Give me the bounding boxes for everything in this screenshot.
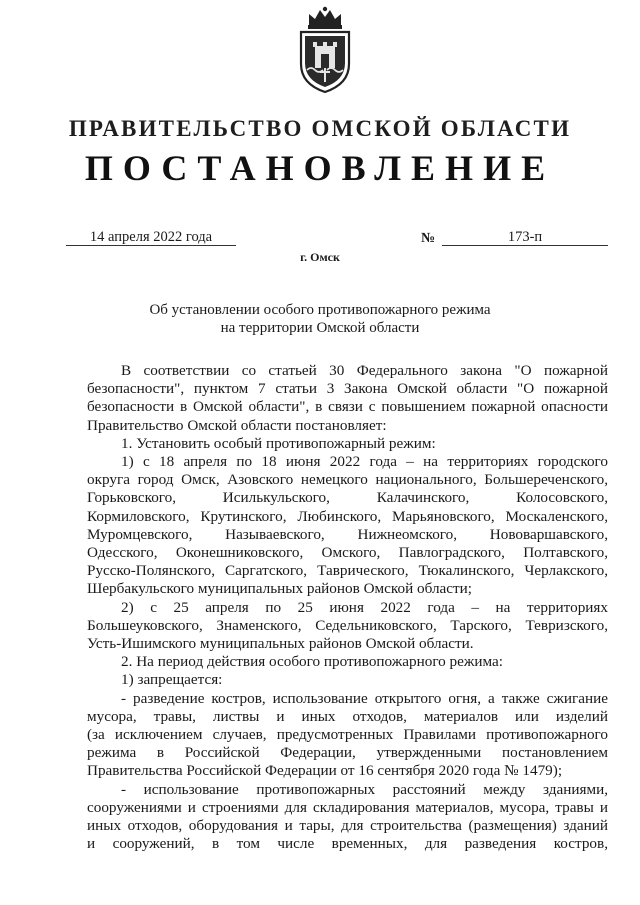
subject-line: Об установлении особого противопожарного режима — [149, 302, 491, 318]
document-subject — [0, 301, 640, 337]
body-line: 2. На период действия особого противопожарного режима: — [121, 653, 503, 671]
body-line: Муромцевского, Называевского, Нижнеомского, Нововаршавского, — [87, 525, 608, 543]
body-line: иных отходов, оборудования и тары, для строительства (размещения) зданий — [87, 817, 608, 835]
body-line: мусора, травы, листвы и иных отходов, материалов или изделий — [87, 707, 608, 725]
subject-line: на территории Омской области — [220, 320, 420, 336]
body-line: Правительство Омской области постановляет: — [87, 416, 387, 434]
body-line: Русско-Полянского, Саргатского, Таврического, Тюкалинского, Черлакского, — [87, 562, 608, 580]
body-line: 1) запрещается: — [121, 671, 223, 689]
document-date: 14 апреля 2022 года — [66, 229, 236, 246]
body-line: Усть-Ишимского муниципальных районов Омской области. — [87, 635, 474, 653]
body-line: режима в Российской Федерации, утвержденными постановлением — [87, 744, 608, 762]
body-line: и сооружений, в том числе временных, для разведения костров, — [87, 835, 608, 853]
body-line: Шербакульского муниципальных районов Омской области; — [87, 580, 473, 598]
document-body — [87, 362, 608, 853]
body-line: 1) с 18 апреля по 18 июня 2022 года – на территориях городского — [121, 453, 608, 471]
body-line: безопасности", пунктом 7 статьи 3 Закона Омской области "О пожарной — [87, 380, 608, 398]
document-type-title: ПОСТАНОВЛЕНИЕ — [84, 148, 556, 188]
body-line: Кормиловского, Крутинского, Любинского, Марьяновского, Москаленского, — [87, 507, 608, 525]
body-line: Правительства Российской Федерации от 16 сентября 2020 года № 1479); — [87, 762, 563, 780]
body-line: - использование противопожарных расстояний между зданиями, — [121, 780, 608, 798]
number-sign: № — [421, 231, 436, 246]
body-line: Одесского, Оконешниковского, Омского, Павлоградского, Полтавского, — [87, 544, 608, 562]
government-title: ПРАВИТЕЛЬСТВО ОМСКОЙ ОБЛАСТИ — [68, 116, 572, 141]
body-line: округа город Омск, Азовского немецкого национального, Большереченского, — [87, 471, 608, 489]
body-line: Горьковского, Исилькульского, Калачинского, Колосовского, — [87, 489, 608, 507]
omsk-coat-of-arms-emblem — [295, 6, 355, 96]
body-line: сооружениями и строениями для складирования материалов, мусора, травы и — [87, 798, 608, 816]
body-line: 1. Установить особый противопожарный режим: — [121, 434, 436, 452]
document-city: г. Омск — [300, 250, 340, 264]
body-line: В соответствии со статьей 30 Федерального закона "О пожарной — [121, 362, 608, 379]
body-line: 2) с 25 апреля по 25 июня 2022 года – на территориях — [121, 598, 608, 616]
body-line: безопасности в Омской области", в связи с повышением пожарной опасности — [87, 398, 608, 416]
document-number: 173-п — [442, 229, 608, 246]
body-line: (за исключением случаев, предусмотренных Правилами противопожарного — [87, 726, 608, 744]
body-line: Большеуковского, Знаменского, Седельниковского, Тарского, Тевризского, — [87, 616, 608, 634]
body-line: - разведение костров, использование открытого огня, а также сжигание — [121, 689, 608, 707]
